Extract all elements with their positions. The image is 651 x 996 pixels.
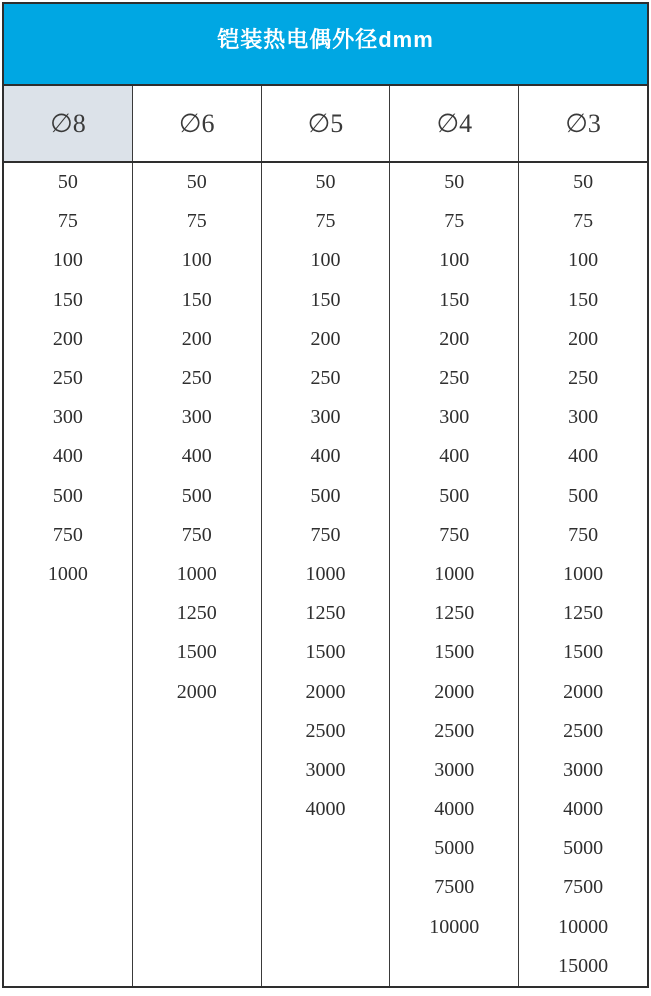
table-cell: 10000: [558, 915, 609, 938]
table-title-bar: [4, 4, 647, 86]
diameter-length-table: [2, 2, 649, 988]
table-cell: 500: [439, 484, 470, 507]
table-cell: 50: [315, 171, 336, 194]
table-cell: 100: [568, 249, 599, 272]
table-cell: 3000: [305, 758, 346, 781]
table-cell: 75: [186, 210, 207, 233]
table-cell: [390, 947, 518, 986]
table-cell: 200: [568, 327, 599, 350]
table-cell: [133, 947, 261, 986]
table-cell: [262, 868, 390, 907]
table-cell: 3000: [563, 758, 604, 781]
table-cell: [4, 868, 132, 907]
table-cell: 400: [52, 445, 83, 468]
table-cell: 1250: [176, 602, 217, 625]
table-cell: 1500: [176, 641, 217, 664]
table-cell: 50: [573, 171, 594, 194]
table-cell: 1500: [563, 641, 604, 664]
table-cell: [4, 594, 132, 633]
table-cell: 50: [186, 171, 207, 194]
table-cell: 200: [181, 327, 212, 350]
table-cell: 300: [181, 406, 212, 429]
table-cell: 300: [52, 406, 83, 429]
table-cell: 2500: [305, 719, 346, 742]
table-cell: 5000: [563, 837, 604, 860]
table-cell: [262, 947, 390, 986]
table-cell: 150: [52, 288, 83, 311]
column-header-d5: ∅5: [261, 86, 390, 161]
table-cell: 100: [439, 249, 470, 272]
table-cell: 75: [573, 210, 594, 233]
table-title: 铠装热电偶外径dmm: [217, 26, 434, 52]
table-cell: 1250: [434, 602, 475, 625]
column-header-d3: ∅3: [518, 86, 647, 161]
table-column-2: [132, 163, 261, 986]
table-cell: 1000: [176, 562, 217, 585]
table-cell: 100: [52, 249, 83, 272]
table-cell: 1250: [305, 602, 346, 625]
table-header-row: [4, 86, 647, 163]
table-cell: 750: [439, 523, 470, 546]
table-cell: 1000: [434, 562, 475, 585]
table-cell: 2500: [563, 719, 604, 742]
table-cell: 500: [181, 484, 212, 507]
table-cell: [262, 908, 390, 947]
table-cell: 250: [310, 367, 341, 390]
table-cell: 250: [181, 367, 212, 390]
column-header-d4: ∅4: [389, 86, 518, 161]
table-cell: 100: [181, 249, 212, 272]
table-cell: 50: [57, 171, 78, 194]
table-cell: [4, 908, 132, 947]
table-cell: 75: [57, 210, 78, 233]
table-cell: [262, 829, 390, 868]
table-cell: 750: [52, 523, 83, 546]
table-cell: 7500: [563, 876, 604, 899]
table-column-4: [389, 163, 518, 986]
table-column-1: [4, 163, 132, 986]
table-cell: 150: [568, 288, 599, 311]
table-cell: 1250: [563, 602, 604, 625]
table-cell: 500: [52, 484, 83, 507]
table-cell: 250: [568, 367, 599, 390]
table-cell: 400: [568, 445, 599, 468]
table-cell: 2500: [434, 719, 475, 742]
column-header-d6: ∅6: [132, 86, 261, 161]
table-cell: 200: [52, 327, 83, 350]
table-cell: [4, 829, 132, 868]
table-cell: 2000: [176, 680, 217, 703]
table-cell: 500: [568, 484, 599, 507]
table-cell: 400: [181, 445, 212, 468]
table-cell: 200: [439, 327, 470, 350]
table-cell: 300: [439, 406, 470, 429]
column-header-d8: ∅8: [4, 86, 132, 161]
table-cell: [133, 868, 261, 907]
table-cell: 250: [439, 367, 470, 390]
table-cell: 75: [315, 210, 336, 233]
table-cell: 400: [439, 445, 470, 468]
table-cell: 750: [181, 523, 212, 546]
table-cell: 4000: [434, 798, 475, 821]
table-cell: [4, 633, 132, 672]
table-cell: [4, 672, 132, 711]
table-cell: 2000: [563, 680, 604, 703]
table-cell: [4, 751, 132, 790]
table-cell: [133, 712, 261, 751]
table-cell: 75: [444, 210, 465, 233]
table-cell: [133, 908, 261, 947]
table-cell: 300: [310, 406, 341, 429]
table-cell: 150: [439, 288, 470, 311]
table-cell: 2000: [305, 680, 346, 703]
table-cell: 7500: [434, 876, 475, 899]
table-body: [4, 163, 647, 986]
table-cell: 400: [310, 445, 341, 468]
table-cell: 1500: [434, 641, 475, 664]
table-cell: 1500: [305, 641, 346, 664]
table-cell: 1000: [305, 562, 346, 585]
table-column-5: [518, 163, 647, 986]
table-cell: 250: [52, 367, 83, 390]
table-cell: [133, 829, 261, 868]
table-cell: 100: [310, 249, 341, 272]
table-cell: [4, 712, 132, 751]
table-cell: 50: [444, 171, 465, 194]
table-cell: 1000: [47, 562, 88, 585]
table-cell: [4, 790, 132, 829]
table-cell: 1000: [563, 562, 604, 585]
table-cell: [4, 947, 132, 986]
table-cell: 2000: [434, 680, 475, 703]
table-cell: 500: [310, 484, 341, 507]
table-cell: 3000: [434, 758, 475, 781]
table-cell: 4000: [305, 798, 346, 821]
table-cell: 150: [181, 288, 212, 311]
table-cell: 10000: [429, 915, 480, 938]
table-cell: [133, 751, 261, 790]
table-cell: [133, 790, 261, 829]
table-cell: 150: [310, 288, 341, 311]
table-cell: 4000: [563, 798, 604, 821]
table-cell: 750: [568, 523, 599, 546]
table-column-3: [261, 163, 390, 986]
table-cell: 750: [310, 523, 341, 546]
table-cell: 15000: [558, 954, 609, 977]
table-cell: 300: [568, 406, 599, 429]
table-cell: 5000: [434, 837, 475, 860]
table-cell: 200: [310, 327, 341, 350]
